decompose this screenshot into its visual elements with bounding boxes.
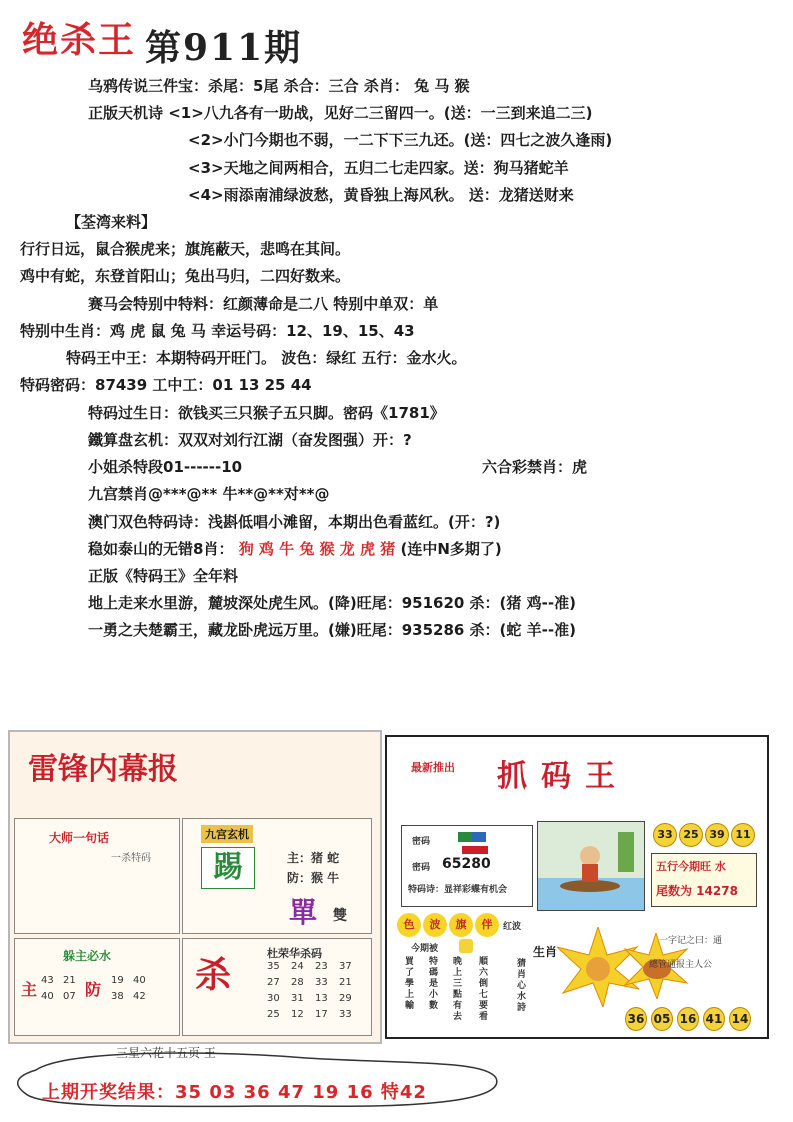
- number-ball: 25: [679, 823, 703, 847]
- fang-text: 防：猴 牛: [287, 871, 340, 885]
- vertical-column: 特碼是小數: [429, 957, 439, 1011]
- vertical-column: 順六倒七要看: [479, 957, 489, 1022]
- number-ball: 16: [677, 1007, 699, 1031]
- box-nine-palace: [182, 818, 372, 934]
- zhu-text: 主：猪 蛇: [287, 851, 340, 865]
- num: 31: [291, 993, 304, 1004]
- shengxiao-label: 生肖: [533, 945, 558, 959]
- left-panel: [8, 730, 382, 1044]
- text-line: 特别中生肖：鸡 虎 鼠 兔 马 幸运号码：12、19、15、43: [20, 322, 415, 340]
- right-panel-sub: 最新推出: [411, 761, 455, 774]
- box-wuxing: [651, 853, 757, 907]
- sebo-note: 红波: [503, 922, 522, 932]
- num: 07: [63, 991, 76, 1002]
- tema-poem: 特码诗：显祥彩蝶有机会: [408, 885, 508, 895]
- number-ball: 05: [651, 1007, 673, 1031]
- section-heading: 【荃湾来料】: [66, 213, 157, 231]
- number-ball: 41: [703, 1007, 725, 1031]
- box-master-sub: 一杀特码: [111, 853, 151, 864]
- text-line: 乌鸦传说三件宝：杀尾：5尾 杀合：三合 杀肖： 兔 马 猴: [88, 77, 470, 95]
- vertical-column: 晚上三點有去: [453, 957, 463, 1022]
- text-line: 九宫禁肖@***@** 牛**@**对**@: [88, 485, 330, 503]
- big-char: 踢: [201, 847, 255, 889]
- left-panel-footer: 三星六花十五页 王: [116, 1046, 216, 1060]
- num: 25: [267, 1009, 280, 1020]
- text-line: [88, 539, 502, 559]
- text-line: 行行日远，鼠合猴虎来；旗旄蔽天，悲鸣在其间。: [20, 240, 351, 258]
- box-water-title: 躲主必水: [63, 949, 112, 963]
- right-panel: [385, 735, 769, 1039]
- vertical-column: 猜肖心水詩: [517, 959, 527, 1013]
- num: 21: [63, 975, 76, 986]
- num: 40: [133, 975, 146, 986]
- num: 43: [41, 975, 54, 986]
- number-ball: 39: [705, 823, 729, 847]
- num: 28: [291, 977, 304, 988]
- logo-block-red: [462, 846, 488, 854]
- sebo-tag: 伴: [475, 913, 499, 937]
- text-segment: (连中N多期了): [400, 540, 502, 558]
- num: 42: [133, 991, 146, 1002]
- box-kill-title: 杜荣华杀码: [267, 947, 322, 960]
- sebo-tag: 波: [423, 913, 447, 937]
- mascot-caption: 總管通报主人公: [649, 960, 713, 970]
- num: 23: [315, 961, 328, 972]
- text-line: 小姐杀特段01------10: [88, 458, 243, 476]
- zhu-label: 主: [21, 980, 38, 999]
- num: 13: [315, 993, 328, 1004]
- mima-value: 65280: [442, 856, 491, 872]
- text-segment: 稳如泰山的无错8肖：: [88, 540, 234, 558]
- box-kill: [182, 938, 372, 1036]
- num: 35: [267, 961, 280, 972]
- kill-char: 杀: [195, 955, 232, 996]
- text-line: <2>小门今期也不弱，一二下下三九还。(送：四七之波久逢雨): [188, 131, 613, 149]
- dan-char: 單: [289, 896, 318, 929]
- text-line: 六合彩禁肖：虎: [482, 458, 588, 476]
- weishu-text: 尾数为 14278: [656, 884, 738, 898]
- num: 27: [267, 977, 280, 988]
- left-panel-title: 雷锋内幕报: [28, 752, 178, 787]
- brand-title: 绝杀王: [22, 19, 137, 61]
- logo-block-green: [458, 832, 472, 842]
- box-nine-title: 九宫玄机: [201, 825, 253, 843]
- num: 33: [315, 977, 328, 988]
- mima-label: 密码: [412, 837, 431, 847]
- text-line: 正版天机诗 <1>八九各有一助战，见好二三留四一。(送：一三到来追二三): [88, 104, 593, 122]
- num: 29: [339, 993, 352, 1004]
- number-ball: 36: [625, 1007, 647, 1031]
- box-master-title: 大师一句话: [49, 831, 110, 845]
- num: 38: [111, 991, 124, 1002]
- text-line: 特码过生日：欲钱买三只猴子五只脚。密码《1781》: [88, 404, 445, 422]
- slogan: 一字记之曰：通: [659, 936, 723, 946]
- text-line: 鐵算盘玄机：双双对刘行江湖（奋发图强）开：?: [88, 431, 412, 449]
- zodiac-highlight: 狗 鸡 牛 兔 猴 龙 虎 猪: [238, 540, 396, 558]
- text-line: 赛马会特别中特料：红颜薄命是二八 特别中单双：单: [88, 295, 439, 313]
- num: 12: [291, 1009, 304, 1020]
- text-line: 鸡中有蛇，东登首阳山；兔出马归，二四好数来。: [20, 267, 351, 285]
- sebo-tag: 色: [397, 913, 421, 937]
- num: 21: [339, 977, 352, 988]
- issue-number: 第911期: [145, 27, 303, 69]
- text-line: 澳门双色特码诗：浅斟低唱小滩留，本期出色看蓝红。(开：?): [88, 513, 501, 531]
- text-line: <4>雨添南浦绿波愁，黄昏独上海风秋。 送：龙猪送财来: [188, 186, 574, 204]
- wuxing-text: 五行今期旺 水: [656, 860, 726, 873]
- text-line: 特码密码：87439 工中工：01 13 25 44: [20, 376, 312, 394]
- box-master: [14, 818, 180, 934]
- picture-frame: [537, 821, 645, 911]
- number-ball: 33: [653, 823, 677, 847]
- vertical-column: 買了學上輸: [405, 957, 415, 1011]
- num: 33: [339, 1009, 352, 1020]
- text-line: 一勇之夫楚霸王，藏龙卧虎远万里。(嫌)旺尾：935286 杀：(蛇 羊--准): [88, 621, 576, 639]
- shuang-char: 雙: [333, 908, 347, 924]
- highlight-chip: [459, 939, 473, 953]
- box-water: [14, 938, 180, 1036]
- num: 37: [339, 961, 352, 972]
- boat-illustration: [538, 822, 644, 910]
- text-line: 正版《特码王》全年料: [88, 567, 239, 585]
- number-ball: 11: [731, 823, 755, 847]
- text-line: 特码王中王：本期特码开旺门。 波色：绿红 五行：金水火。: [66, 349, 467, 367]
- num: 19: [111, 975, 124, 986]
- text-line: 地上走来水里游，麓坡深处虎生风。(降)旺尾：951620 杀：(猪 鸡--准): [88, 594, 576, 612]
- number-ball: 14: [729, 1007, 751, 1031]
- sebo-tag: 旗: [449, 913, 473, 937]
- jinqi-label: 今期被: [411, 944, 439, 954]
- right-panel-title: 抓码王: [497, 759, 629, 794]
- num: 24: [291, 961, 304, 972]
- num: 30: [267, 993, 280, 1004]
- num: 17: [315, 1009, 328, 1020]
- num: 40: [41, 991, 54, 1002]
- last-result: 上期开奖结果：35 03 36 47 19 16 特42: [42, 1082, 427, 1103]
- box-mima: [401, 825, 533, 907]
- fang-label: 防: [85, 980, 102, 999]
- mima-label-2: 密码: [412, 863, 431, 873]
- text-line: <3>天地之间两相合，五归二七走四家。送：狗马猪蛇羊: [188, 159, 569, 177]
- logo-block-blue: [472, 832, 486, 842]
